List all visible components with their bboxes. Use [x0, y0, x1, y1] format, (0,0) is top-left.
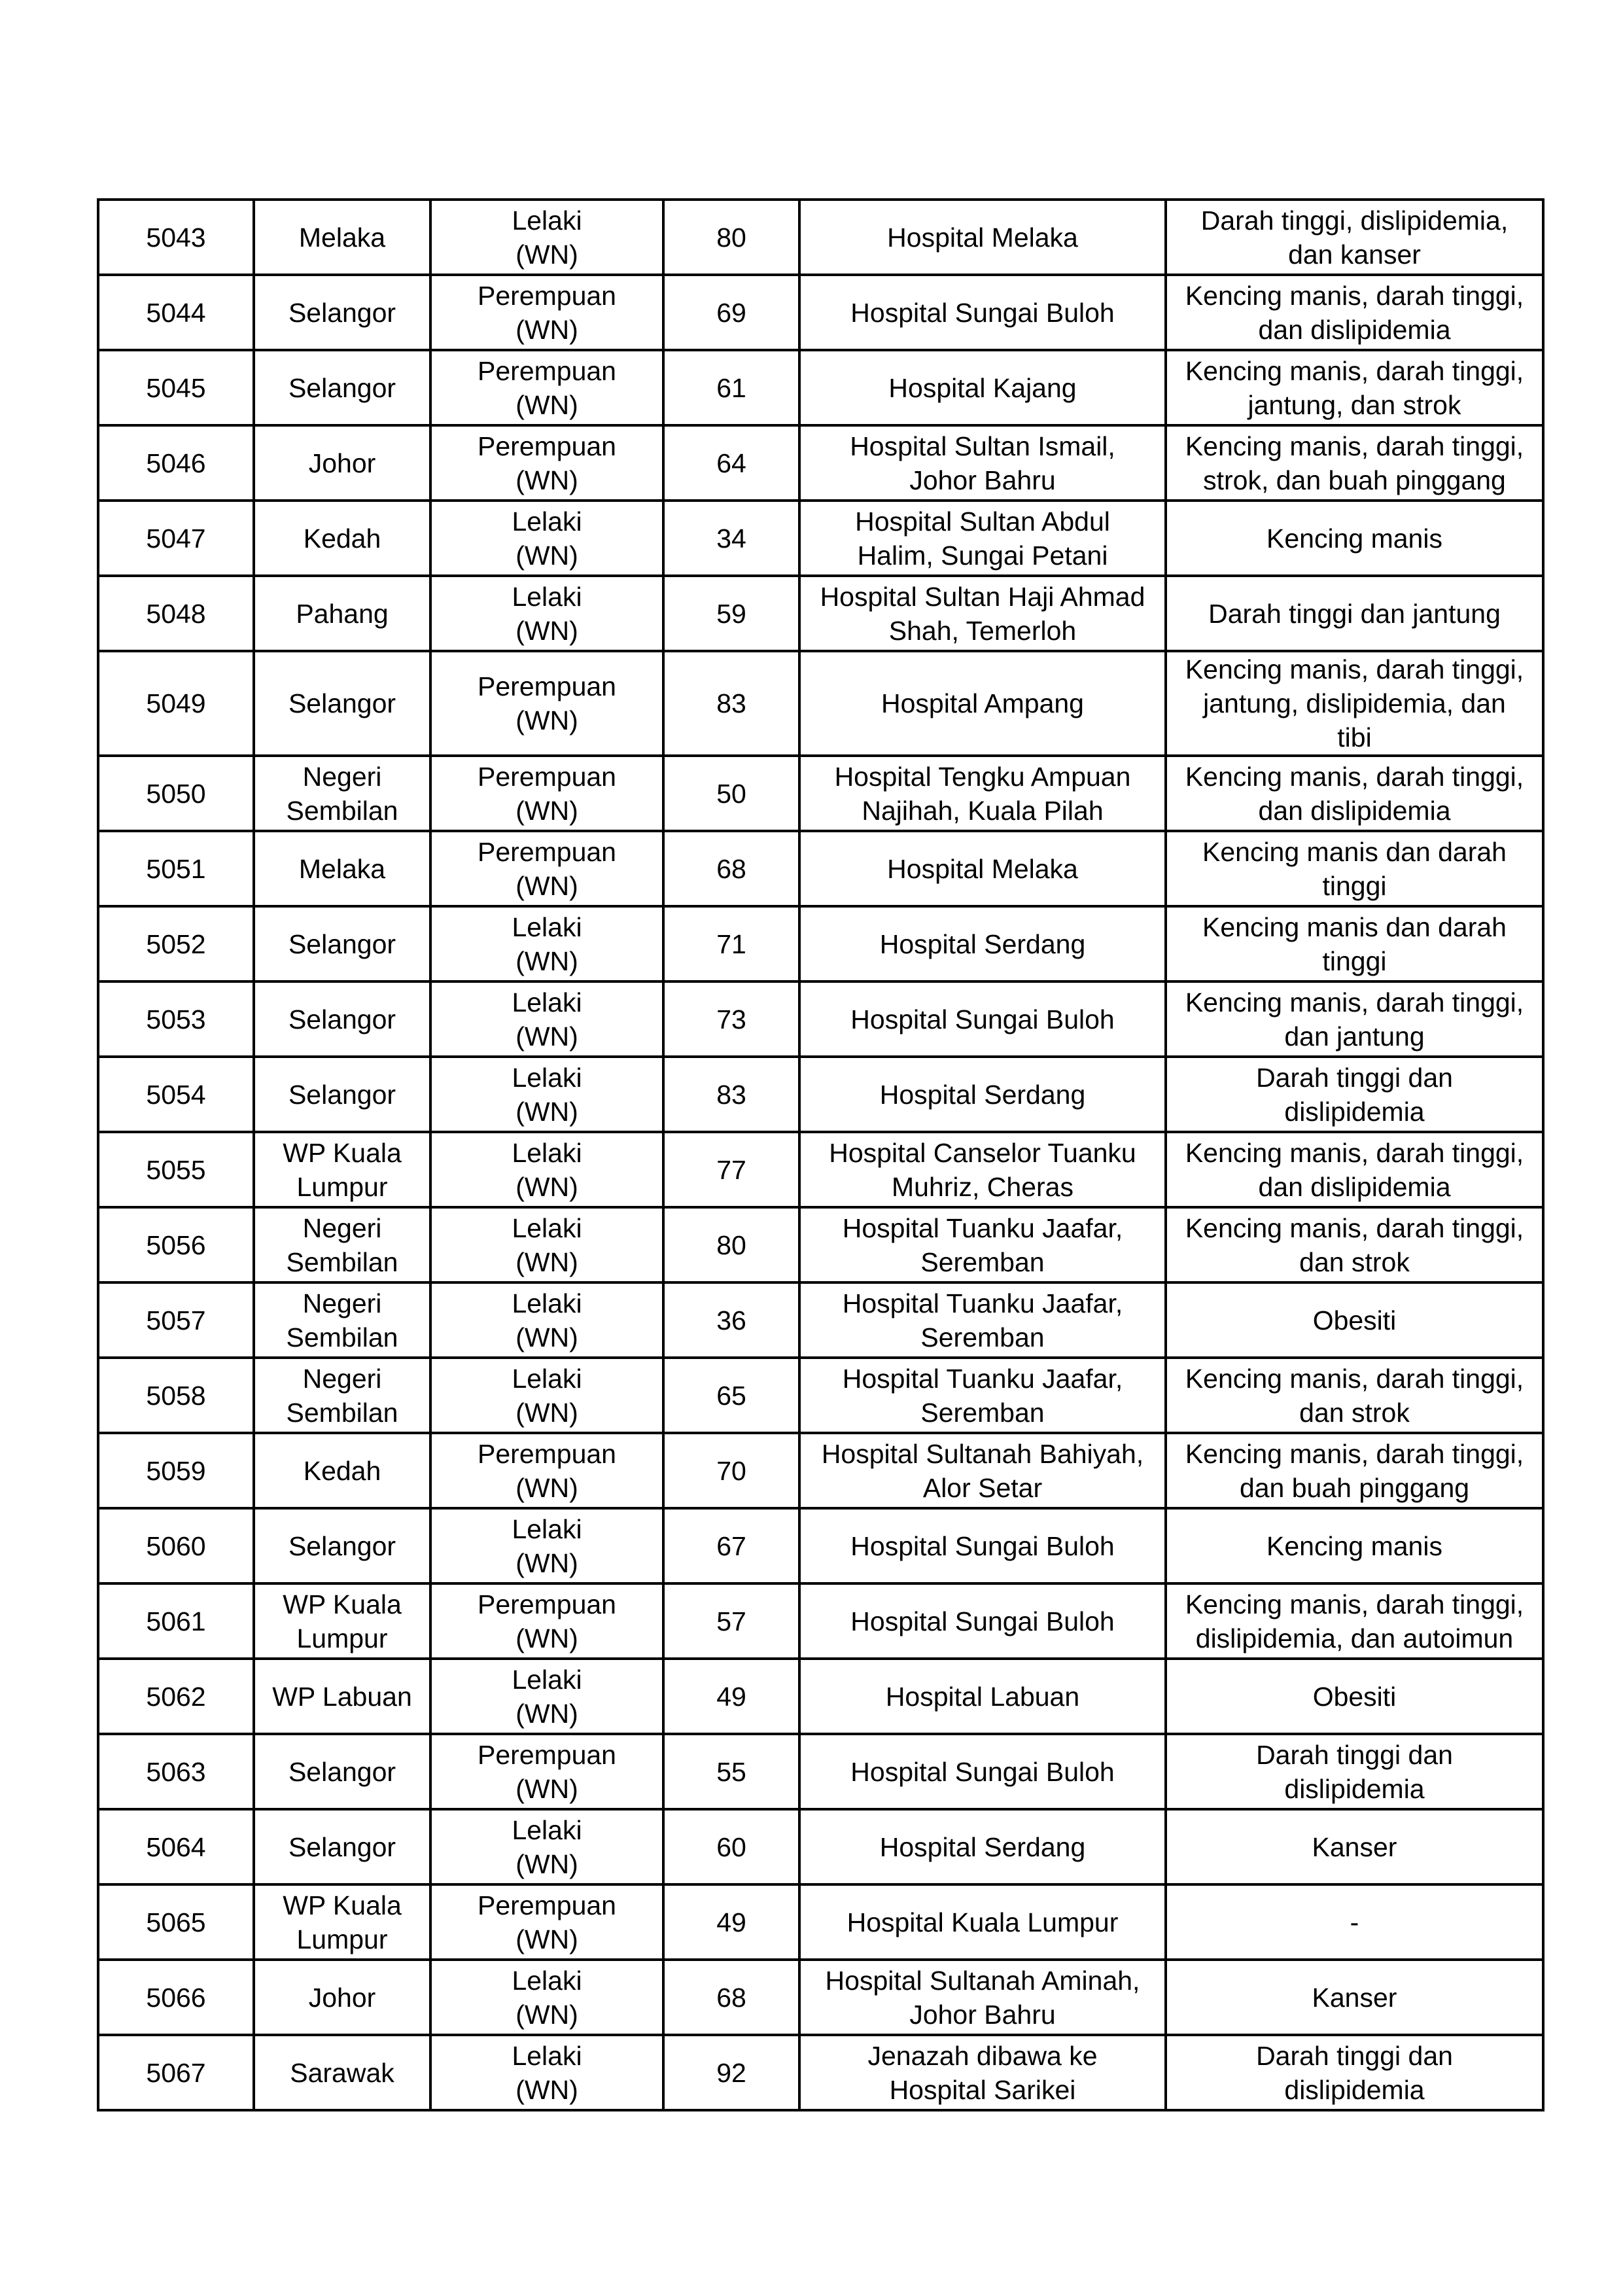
state-cell: Selangor	[254, 350, 430, 425]
comorbidity-cell: Kencing manis, darah tinggi, dan strok	[1166, 1207, 1543, 1282]
hospital-cell: Hospital Melaka	[799, 831, 1166, 906]
case-number-cell: 5043	[98, 200, 254, 275]
comorbidity-cell: Darah tinggi dan dislipidemia	[1166, 1734, 1543, 1809]
state-cell: Selangor	[254, 1057, 430, 1132]
hospital-cell: Hospital Sungai Buloh	[799, 1508, 1166, 1583]
age-cell: 55	[663, 1734, 799, 1809]
comorbidity-cell: Kanser	[1166, 1809, 1543, 1884]
state-cell: Selangor	[254, 1508, 430, 1583]
state-cell: WP Kuala Lumpur	[254, 1884, 430, 1960]
hospital-cell: Hospital Sultanah Bahiyah, Alor Setar	[799, 1433, 1166, 1508]
gender-cell: Lelaki (WN)	[430, 1508, 663, 1583]
table-row	[98, 275, 1543, 350]
hospital-cell: Hospital Sultan Haji Ahmad Shah, Temerloh	[799, 576, 1166, 651]
death-cases-table	[97, 198, 1544, 2111]
hospital-cell: Hospital Sungai Buloh	[799, 981, 1166, 1057]
gender-cell: Perempuan (WN)	[430, 651, 663, 756]
table-row	[98, 1433, 1543, 1508]
gender-cell: Perempuan (WN)	[430, 350, 663, 425]
hospital-cell: Hospital Kuala Lumpur	[799, 1884, 1166, 1960]
table-row	[98, 831, 1543, 906]
comorbidity-cell: Darah tinggi dan dislipidemia	[1166, 1057, 1543, 1132]
table-row	[98, 1508, 1543, 1583]
case-number-cell: 5067	[98, 2035, 254, 2110]
age-cell: 92	[663, 2035, 799, 2110]
case-number-cell: 5065	[98, 1884, 254, 1960]
age-cell: 71	[663, 906, 799, 981]
age-cell: 80	[663, 200, 799, 275]
case-number-cell: 5052	[98, 906, 254, 981]
table-body	[98, 200, 1543, 2110]
age-cell: 50	[663, 756, 799, 831]
age-cell: 77	[663, 1132, 799, 1207]
case-number-cell: 5049	[98, 651, 254, 756]
table-row	[98, 576, 1543, 651]
case-number-cell: 5063	[98, 1734, 254, 1809]
hospital-cell: Hospital Serdang	[799, 1057, 1166, 1132]
case-number-cell: 5058	[98, 1358, 254, 1433]
table-row	[98, 1358, 1543, 1433]
hospital-cell: Hospital Serdang	[799, 906, 1166, 981]
state-cell: Selangor	[254, 906, 430, 981]
table-row	[98, 2035, 1543, 2110]
table-row	[98, 1132, 1543, 1207]
case-number-cell: 5059	[98, 1433, 254, 1508]
age-cell: 83	[663, 651, 799, 756]
case-number-cell: 5045	[98, 350, 254, 425]
age-cell: 68	[663, 831, 799, 906]
gender-cell: Lelaki (WN)	[430, 1057, 663, 1132]
comorbidity-cell: Darah tinggi dan jantung	[1166, 576, 1543, 651]
hospital-cell: Hospital Tengku Ampuan Najihah, Kuala Pilah	[799, 756, 1166, 831]
gender-cell: Lelaki (WN)	[430, 1809, 663, 1884]
gender-cell: Perempuan (WN)	[430, 1884, 663, 1960]
case-number-cell: 5047	[98, 501, 254, 576]
age-cell: 59	[663, 576, 799, 651]
gender-cell: Lelaki (WN)	[430, 200, 663, 275]
age-cell: 60	[663, 1809, 799, 1884]
gender-cell: Perempuan (WN)	[430, 1433, 663, 1508]
comorbidity-cell: Kencing manis, darah tinggi, dan strok	[1166, 1358, 1543, 1433]
case-number-cell: 5051	[98, 831, 254, 906]
hospital-cell: Hospital Tuanku Jaafar, Seremban	[799, 1282, 1166, 1358]
comorbidity-cell: Kencing manis	[1166, 1508, 1543, 1583]
state-cell: Johor	[254, 1960, 430, 2035]
hospital-cell: Hospital Kajang	[799, 350, 1166, 425]
state-cell: Melaka	[254, 831, 430, 906]
gender-cell: Lelaki (WN)	[430, 1282, 663, 1358]
hospital-cell: Hospital Tuanku Jaafar, Seremban	[799, 1207, 1166, 1282]
age-cell: 64	[663, 425, 799, 501]
state-cell: Kedah	[254, 501, 430, 576]
gender-cell: Lelaki (WN)	[430, 501, 663, 576]
hospital-cell: Hospital Sultan Abdul Halim, Sungai Petani	[799, 501, 1166, 576]
state-cell: Negeri Sembilan	[254, 756, 430, 831]
gender-cell: Lelaki (WN)	[430, 981, 663, 1057]
gender-cell: Lelaki (WN)	[430, 576, 663, 651]
hospital-cell: Hospital Sultan Ismail, Johor Bahru	[799, 425, 1166, 501]
age-cell: 67	[663, 1508, 799, 1583]
case-number-cell: 5057	[98, 1282, 254, 1358]
comorbidity-cell: Kencing manis, darah tinggi, jantung, dan strok	[1166, 350, 1543, 425]
gender-cell: Lelaki (WN)	[430, 1132, 663, 1207]
table-row	[98, 350, 1543, 425]
case-number-cell: 5050	[98, 756, 254, 831]
gender-cell: Perempuan (WN)	[430, 275, 663, 350]
gender-cell: Lelaki (WN)	[430, 1207, 663, 1282]
hospital-cell: Hospital Sungai Buloh	[799, 1583, 1166, 1659]
state-cell: WP Kuala Lumpur	[254, 1583, 430, 1659]
age-cell: 68	[663, 1960, 799, 2035]
comorbidity-cell: Kencing manis, darah tinggi, strok, dan buah pinggang	[1166, 425, 1543, 501]
gender-cell: Perempuan (WN)	[430, 831, 663, 906]
table-row	[98, 200, 1543, 275]
table-row	[98, 1960, 1543, 2035]
age-cell: 49	[663, 1884, 799, 1960]
hospital-cell: Hospital Sultanah Aminah, Johor Bahru	[799, 1960, 1166, 2035]
table-row	[98, 501, 1543, 576]
hospital-cell: Hospital Ampang	[799, 651, 1166, 756]
case-number-cell: 5064	[98, 1809, 254, 1884]
case-number-cell: 5044	[98, 275, 254, 350]
hospital-cell: Hospital Labuan	[799, 1659, 1166, 1734]
comorbidity-cell: Kencing manis, darah tinggi, dan dislipidemia	[1166, 756, 1543, 831]
comorbidity-cell: -	[1166, 1884, 1543, 1960]
age-cell: 73	[663, 981, 799, 1057]
state-cell: Pahang	[254, 576, 430, 651]
comorbidity-cell: Obesiti	[1166, 1659, 1543, 1734]
case-number-cell: 5056	[98, 1207, 254, 1282]
age-cell: 70	[663, 1433, 799, 1508]
table-row	[98, 1659, 1543, 1734]
case-number-cell: 5066	[98, 1960, 254, 2035]
state-cell: WP Kuala Lumpur	[254, 1132, 430, 1207]
table-row	[98, 906, 1543, 981]
comorbidity-cell: Kanser	[1166, 1960, 1543, 2035]
state-cell: WP Labuan	[254, 1659, 430, 1734]
table-row	[98, 1282, 1543, 1358]
state-cell: Negeri Sembilan	[254, 1358, 430, 1433]
age-cell: 57	[663, 1583, 799, 1659]
age-cell: 61	[663, 350, 799, 425]
table-row	[98, 1057, 1543, 1132]
age-cell: 69	[663, 275, 799, 350]
hospital-cell: Hospital Canselor Tuanku Muhriz, Cheras	[799, 1132, 1166, 1207]
state-cell: Selangor	[254, 981, 430, 1057]
state-cell: Selangor	[254, 651, 430, 756]
table-row	[98, 1207, 1543, 1282]
comorbidity-cell: Kencing manis, darah tinggi, dan buah pinggang	[1166, 1433, 1543, 1508]
case-number-cell: 5053	[98, 981, 254, 1057]
hospital-cell: Hospital Melaka	[799, 200, 1166, 275]
state-cell: Negeri Sembilan	[254, 1282, 430, 1358]
gender-cell: Lelaki (WN)	[430, 2035, 663, 2110]
table-row	[98, 1583, 1543, 1659]
case-number-cell: 5061	[98, 1583, 254, 1659]
comorbidity-cell: Kencing manis dan darah tinggi	[1166, 906, 1543, 981]
gender-cell: Perempuan (WN)	[430, 756, 663, 831]
table-row	[98, 1884, 1543, 1960]
state-cell: Selangor	[254, 275, 430, 350]
age-cell: 80	[663, 1207, 799, 1282]
age-cell: 83	[663, 1057, 799, 1132]
hospital-cell: Hospital Sungai Buloh	[799, 1734, 1166, 1809]
table-row	[98, 981, 1543, 1057]
state-cell: Sarawak	[254, 2035, 430, 2110]
hospital-cell: Jenazah dibawa ke Hospital Sarikei	[799, 2035, 1166, 2110]
case-number-cell: 5060	[98, 1508, 254, 1583]
comorbidity-cell: Kencing manis, darah tinggi, dan dislipidemia	[1166, 1132, 1543, 1207]
hospital-cell: Hospital Serdang	[799, 1809, 1166, 1884]
case-number-cell: 5046	[98, 425, 254, 501]
state-cell: Johor	[254, 425, 430, 501]
hospital-cell: Hospital Tuanku Jaafar, Seremban	[799, 1358, 1166, 1433]
comorbidity-cell: Obesiti	[1166, 1282, 1543, 1358]
case-number-cell: 5055	[98, 1132, 254, 1207]
age-cell: 34	[663, 501, 799, 576]
age-cell: 65	[663, 1358, 799, 1433]
case-number-cell: 5054	[98, 1057, 254, 1132]
hospital-cell: Hospital Sungai Buloh	[799, 275, 1166, 350]
comorbidity-cell: Darah tinggi dan dislipidemia	[1166, 2035, 1543, 2110]
state-cell: Negeri Sembilan	[254, 1207, 430, 1282]
gender-cell: Perempuan (WN)	[430, 425, 663, 501]
case-number-cell: 5062	[98, 1659, 254, 1734]
gender-cell: Lelaki (WN)	[430, 1659, 663, 1734]
age-cell: 49	[663, 1659, 799, 1734]
gender-cell: Lelaki (WN)	[430, 1358, 663, 1433]
comorbidity-cell: Kencing manis, darah tinggi, dan jantung	[1166, 981, 1543, 1057]
gender-cell: Perempuan (WN)	[430, 1734, 663, 1809]
comorbidity-cell: Kencing manis, darah tinggi, dan dislipidemia	[1166, 275, 1543, 350]
gender-cell: Perempuan (WN)	[430, 1583, 663, 1659]
comorbidity-cell: Darah tinggi, dislipidemia, dan kanser	[1166, 200, 1543, 275]
state-cell: Selangor	[254, 1809, 430, 1884]
case-number-cell: 5048	[98, 576, 254, 651]
comorbidity-cell: Kencing manis, darah tinggi, jantung, dislipidemia, dan tibi	[1166, 651, 1543, 756]
state-cell: Melaka	[254, 200, 430, 275]
table-row	[98, 651, 1543, 756]
gender-cell: Lelaki (WN)	[430, 906, 663, 981]
table-row	[98, 1809, 1543, 1884]
table-row	[98, 425, 1543, 501]
comorbidity-cell: Kencing manis dan darah tinggi	[1166, 831, 1543, 906]
table-row	[98, 1734, 1543, 1809]
age-cell: 36	[663, 1282, 799, 1358]
comorbidity-cell: Kencing manis	[1166, 501, 1543, 576]
comorbidity-cell: Kencing manis, darah tinggi, dislipidemia, dan autoimun	[1166, 1583, 1543, 1659]
gender-cell: Lelaki (WN)	[430, 1960, 663, 2035]
table-row	[98, 756, 1543, 831]
state-cell: Selangor	[254, 1734, 430, 1809]
state-cell: Kedah	[254, 1433, 430, 1508]
